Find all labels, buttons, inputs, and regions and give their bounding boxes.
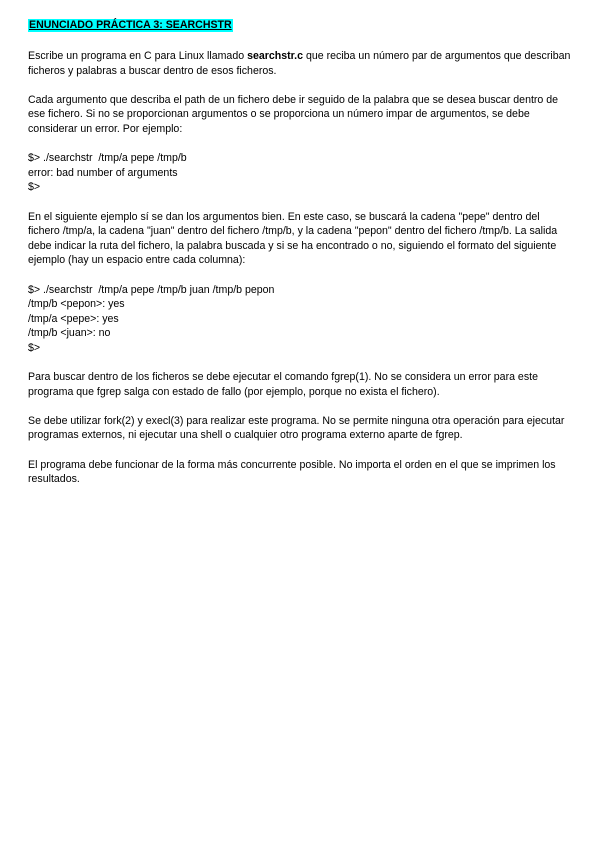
- paragraph-fgrep: Para buscar dentro de los ficheros se debe ejecutar el comando fgrep(1). No se considera un error para este programa que fgrep salga con estado de fallo (por ejemplo, porque no exista el fichero).: [28, 371, 538, 398]
- code-line: $>: [28, 181, 41, 194]
- code-line: $> ./searchstr /tmp/a pepe /tmp/b juan /tmp/b pepon: [28, 283, 275, 296]
- paragraph-arguments: Cada argumento que describa el path de un fichero debe ir seguido de la palabra que se desea buscar dentro de ese fichero. Si no se proporcionan argumentos o se proporciona un número impar de argumentos, se debe considerar un error. Por ejemplo:: [28, 93, 559, 135]
- code-line: $>: [28, 341, 41, 354]
- program-name: searchstr.c: [247, 50, 304, 62]
- code-line: /tmp/b <pepon>: yes: [28, 298, 125, 311]
- document-title: ENUNCIADO PRÁCTICA 3: SEARCHSTR: [29, 19, 232, 31]
- paragraph-concurrency: El programa debe funcionar de la forma más concurrente posible. No importa el orden en el que se imprimen los resultados.: [28, 458, 556, 486]
- paragraph-intro: [28, 49, 574, 78]
- code-example-output: [28, 283, 574, 356]
- paragraph-fork-execl: Se debe utilizar fork(2) y execl(3) para realizar este programa. No se permite ninguna otra operación para ejecutar programas externos, ni ejecutar una shell o cualquier otro programa externo aparte de fgrep.: [28, 414, 565, 442]
- code-line: error: bad number of arguments: [28, 166, 178, 179]
- code-line: $> ./searchstr /tmp/a pepe /tmp/b: [28, 152, 187, 165]
- intro-text-after: que reciba un número par de argumentos que describan ficheros y palabras a buscar dentro de esos ficheros.: [28, 50, 571, 77]
- code-example-error: [28, 151, 574, 195]
- intro-text-before: Escribe un programa en C para Linux llamado: [28, 50, 248, 62]
- paragraph-correct-example: En el siguiente ejemplo sí se dan los argumentos bien. En este caso, se buscará la cadena "pepe" dentro del fichero /tmp/a, la cadena "juan" dentro del fichero /tmp/b, y la cadena "pepon" dentro del fichero /tmp/b. La salida debe indicar la ruta del fichero, la palabra buscada y si se ha encontrado o no, siguiendo el formato del siguiente ejemplo (hay un espacio entre cada columna):: [28, 210, 558, 267]
- document-page: [28, 18, 574, 501]
- code-line: /tmp/a <pepe>: yes: [28, 312, 119, 325]
- code-line: /tmp/b <juan>: no: [28, 327, 111, 340]
